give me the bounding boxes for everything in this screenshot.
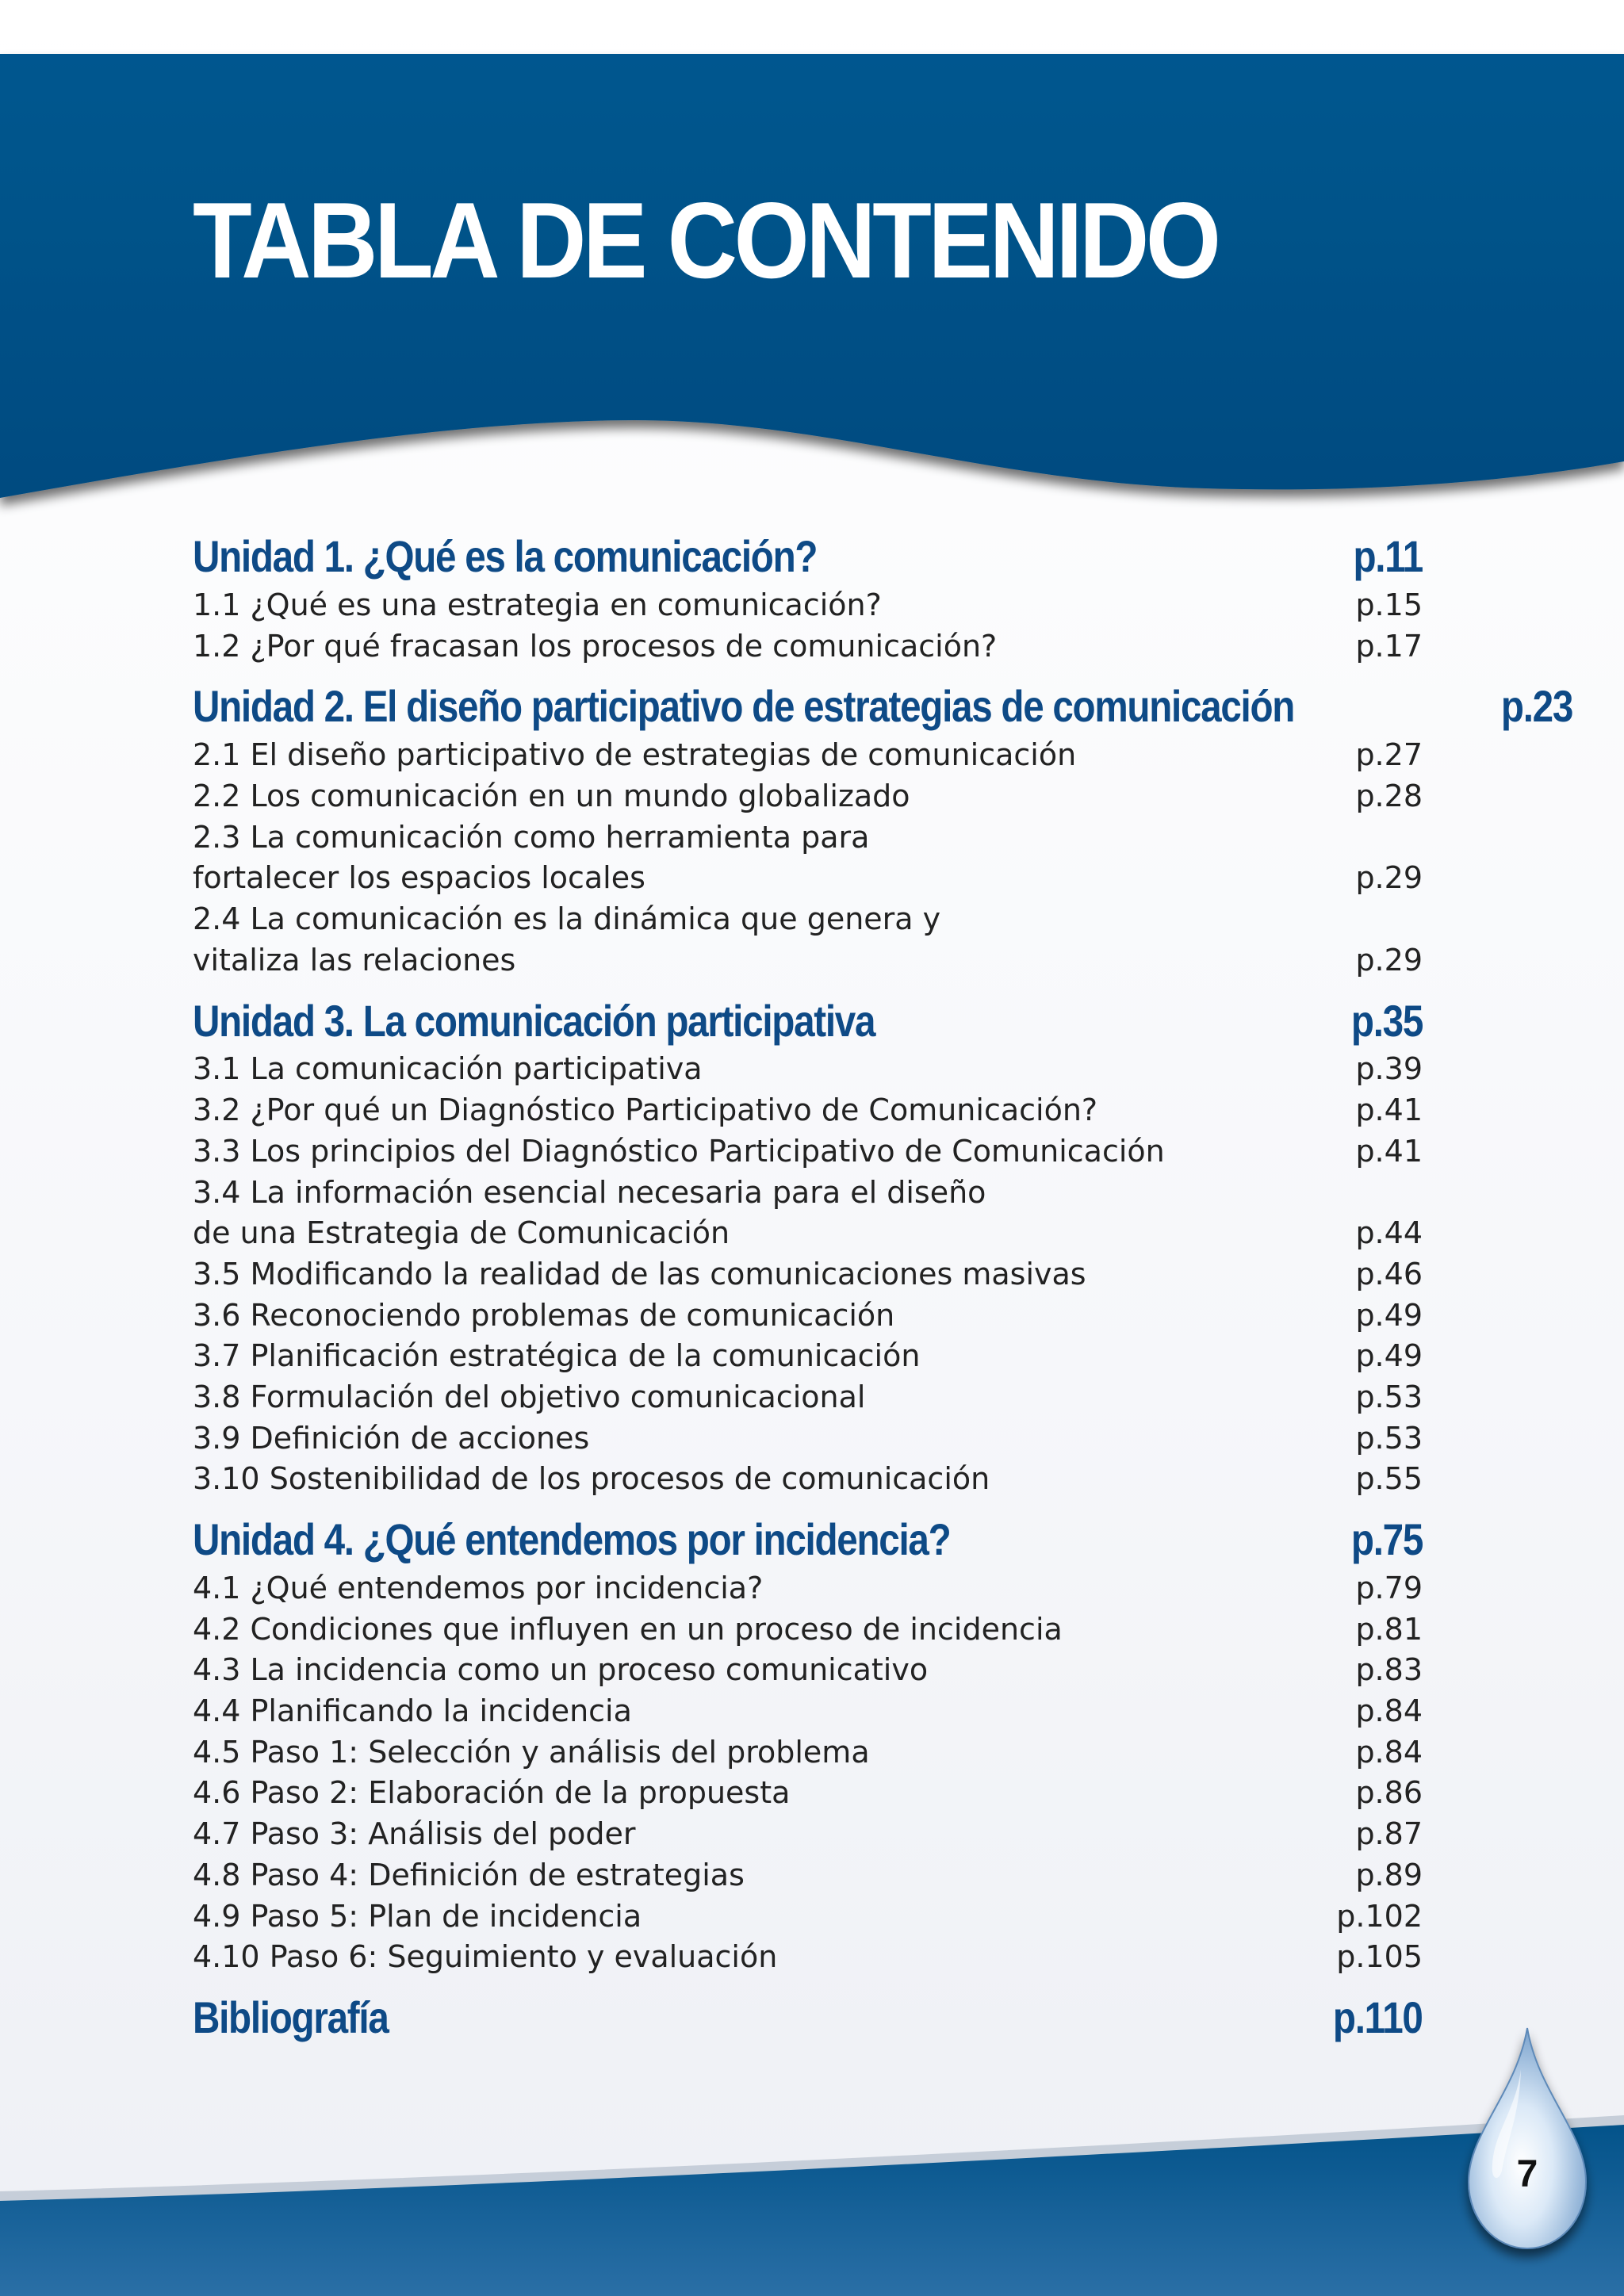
toc-entry[interactable] (193, 1691, 1423, 1732)
toc-entry[interactable] (193, 1213, 1423, 1254)
entry-page: p.41 (1355, 1133, 1423, 1169)
entry-title-continued: fortalecer los espacios locales (193, 860, 645, 896)
entry-page: p.27 (1355, 737, 1423, 773)
toc-entry[interactable] (193, 1254, 1423, 1295)
entry-title: 2.2 Los comunicación en un mundo globalizado (193, 779, 910, 814)
unit-page: p.75 (1350, 1514, 1423, 1565)
toc-entry[interactable] (193, 1459, 1423, 1500)
entry-title: 3.8 Formulación del objetivo comunicacional (193, 1379, 866, 1414)
toc-entry-line[interactable] (193, 817, 1423, 859)
toc-entry[interactable] (193, 1732, 1423, 1774)
entry-page: p.84 (1355, 1693, 1423, 1729)
entry-page: p.53 (1355, 1420, 1423, 1456)
page-title: TABLA DE CONTENIDO (193, 180, 1218, 300)
entry-page: p.15 (1355, 587, 1423, 622)
toc-entry[interactable] (193, 940, 1423, 982)
toc-entry[interactable] (193, 858, 1423, 899)
toc-entry[interactable] (193, 626, 1423, 668)
entry-page: p.46 (1355, 1256, 1423, 1292)
toc-entry[interactable] (193, 1814, 1423, 1855)
toc-entry[interactable] (193, 1774, 1423, 1815)
unit-title: Unidad 1. ¿Qué es la comunicación? (193, 531, 818, 581)
entry-page: p.105 (1336, 1939, 1423, 1975)
toc-entry[interactable] (193, 1295, 1423, 1337)
entry-title: 3.10 Sostenibilidad de los procesos de comunicación (193, 1461, 990, 1497)
entry-page: p.49 (1355, 1297, 1423, 1333)
entry-page: p.81 (1355, 1611, 1423, 1647)
entry-page: p.89 (1355, 1857, 1423, 1892)
unit-page: p.11 (1353, 531, 1423, 581)
toc-bibliography[interactable] (193, 1989, 1423, 2046)
water-drop-icon (1469, 2028, 1586, 2248)
entry-title: 1.1 ¿Qué es una estrategia en comunicación? (193, 587, 882, 622)
toc-entry[interactable] (193, 1336, 1423, 1377)
entry-page: p.44 (1355, 1215, 1423, 1251)
entry-page: p.29 (1355, 860, 1423, 896)
toc-unit-heading[interactable] (193, 1511, 1423, 1568)
entry-page: p.49 (1355, 1338, 1423, 1374)
entry-page: p.39 (1355, 1051, 1423, 1087)
entry-title: 4.8 Paso 4: Definición de estrategias (193, 1857, 745, 1892)
entry-page: p.17 (1355, 628, 1423, 664)
toc-unit-heading[interactable] (193, 678, 1573, 735)
unit-title: Unidad 4. ¿Qué entendemos por incidencia? (193, 1514, 951, 1565)
entry-title: 4.6 Paso 2: Elaboración de la propuesta (193, 1775, 791, 1811)
entry-title: 1.2 ¿Por qué fracasan los procesos de comunicación? (193, 628, 998, 664)
entry-title: 4.10 Paso 6: Seguimiento y evaluación (193, 1939, 778, 1975)
entry-page: p.28 (1355, 779, 1423, 814)
entry-title: 2.3 La comunicación como herramienta para (193, 819, 870, 855)
toc-unit-heading[interactable] (193, 528, 1423, 585)
entry-page: p.86 (1355, 1775, 1423, 1811)
toc-unit-heading[interactable] (193, 993, 1423, 1050)
unit-title: Unidad 3. La comunicación participativa (193, 995, 875, 1046)
entry-title: 2.4 La comunicación es la dinámica que genera y (193, 901, 941, 937)
entry-title: 3.9 Definición de acciones (193, 1420, 590, 1456)
entry-page: p.84 (1355, 1734, 1423, 1770)
entry-title: 3.4 La información esencial necesaria para el diseño (193, 1174, 986, 1210)
entry-title: 2.1 El diseño participativo de estrategias de comunicación (193, 737, 1077, 773)
entry-title: 4.5 Paso 1: Selección y análisis del problema (193, 1734, 870, 1770)
toc-entry[interactable] (193, 1377, 1423, 1418)
entry-title: 4.1 ¿Qué entendemos por incidencia? (193, 1571, 764, 1606)
toc-entry-line[interactable] (193, 899, 1423, 940)
toc-entry[interactable] (193, 1609, 1423, 1651)
toc-entry[interactable] (193, 1937, 1423, 1978)
unit-title: Unidad 2. El diseño participativo de estrategias de comunicación (193, 681, 1295, 732)
entry-page: p.41 (1355, 1093, 1423, 1128)
toc-entry[interactable] (193, 1418, 1423, 1460)
entry-title: 3.1 La comunicación participativa (193, 1051, 703, 1087)
toc-entry[interactable] (193, 735, 1423, 776)
toc-entry[interactable] (193, 1855, 1423, 1896)
toc-entry[interactable] (193, 1050, 1423, 1091)
entry-title: 4.7 Paso 3: Análisis del poder (193, 1816, 636, 1852)
entry-page: p.102 (1336, 1898, 1423, 1934)
entry-page: p.79 (1355, 1571, 1423, 1606)
page-number: 7 (1516, 2153, 1538, 2195)
entry-title: 3.6 Reconociendo problemas de comunicación (193, 1297, 895, 1333)
entry-page: p.55 (1355, 1461, 1423, 1497)
entry-page: p.83 (1355, 1652, 1423, 1688)
toc-entry[interactable] (193, 1131, 1423, 1173)
unit-page: p.23 (1501, 681, 1573, 732)
entry-title-continued: vitaliza las relaciones (193, 942, 516, 978)
bibliography-title: Bibliografía (193, 1992, 389, 2042)
entry-title-continued: de una Estrategia de Comunicación (193, 1215, 730, 1251)
table-of-contents (193, 528, 1573, 2046)
entry-title: 3.5 Modificando la realidad de las comunicaciones masivas (193, 1256, 1086, 1292)
entry-title: 4.4 Planificando la incidencia (193, 1693, 632, 1729)
toc-entry[interactable] (193, 1896, 1423, 1938)
entry-page: p.53 (1355, 1379, 1423, 1414)
footer-band-fill (0, 2125, 1624, 2296)
toc-entry[interactable] (193, 776, 1423, 817)
toc-entry[interactable] (193, 1568, 1423, 1609)
entry-title: 4.9 Paso 5: Plan de incidencia (193, 1898, 642, 1934)
entry-title: 3.7 Planificación estratégica de la comunicación (193, 1338, 921, 1374)
entry-title: 3.2 ¿Por qué un Diagnóstico Participativo de Comunicación? (193, 1093, 1098, 1128)
toc-entry[interactable] (193, 1090, 1423, 1131)
entry-page: p.87 (1355, 1816, 1423, 1852)
entry-title: 4.2 Condiciones que influyen en un proceso de incidencia (193, 1611, 1063, 1647)
unit-page: p.35 (1350, 995, 1423, 1046)
entry-title: 4.3 La incidencia como un proceso comunicativo (193, 1652, 929, 1688)
entry-title: 3.3 Los principios del Diagnóstico Participativo de Comunicación (193, 1133, 1165, 1169)
toc-entry-line[interactable] (193, 1173, 1423, 1214)
entry-page: p.29 (1355, 942, 1423, 978)
toc-entry[interactable] (193, 585, 1423, 626)
toc-entry[interactable] (193, 1650, 1423, 1691)
bibliography-page: p.110 (1333, 1992, 1423, 2042)
